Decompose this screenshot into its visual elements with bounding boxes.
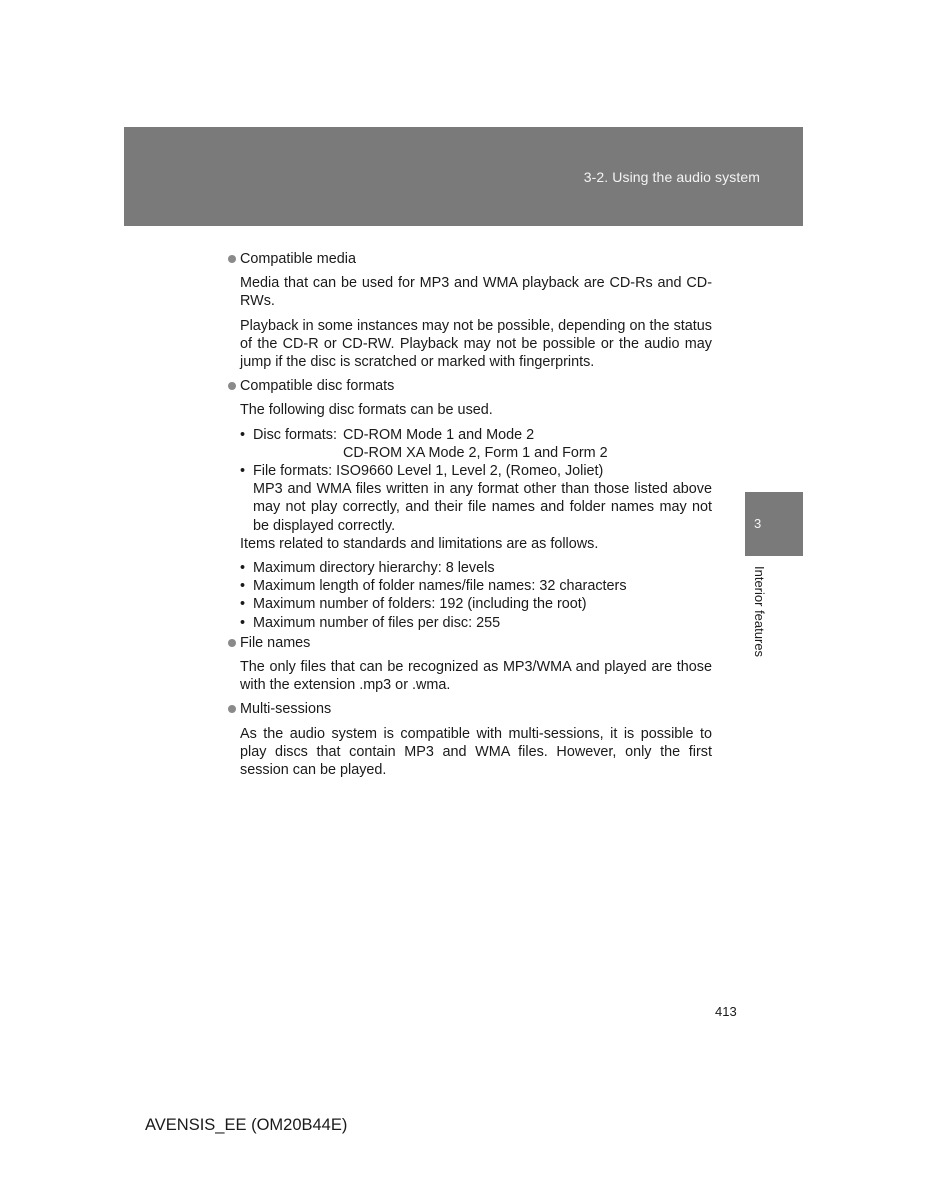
- limits-list: [240, 559, 712, 632]
- chapter-label: Interior features: [752, 566, 767, 658]
- bullet-icon: •: [240, 614, 246, 631]
- bullet-icon: •: [240, 578, 246, 595]
- paragraph: As the audio system is compatible with multi-sessions, it is possible to play discs that contain MP3 and WMA files. However, only the first session can be played.: [240, 725, 712, 779]
- paragraph: Playback in some instances may not be possible, depending on the status of the CD-R or CD-RW. Playback may not be possible or the audio may jump if the disc is scratched or marked with fingerprints.: [240, 317, 712, 371]
- main-content: [228, 250, 712, 785]
- paragraph: Items related to standards and limitations are as follows.: [240, 535, 599, 552]
- format-list: [240, 426, 712, 535]
- bullet-icon: •: [240, 560, 246, 577]
- bullet-icon: •: [240, 426, 246, 443]
- list-item: • Maximum length of folder names/file names: 32 characters: [240, 578, 627, 595]
- circle-bullet-icon: [228, 382, 236, 390]
- file-formats-text: File formats: ISO9660 Level 1, Level 2, (Romeo, Joliet): [253, 463, 604, 480]
- bullet-icon: •: [240, 463, 246, 480]
- list-item: • Maximum number of folders: 192 (including the root): [240, 596, 587, 613]
- page-number: 413: [715, 1004, 737, 1019]
- section-heading-compatible-disc-formats: Compatible disc formats: [228, 377, 712, 395]
- section-header-band: [124, 127, 803, 226]
- section-heading-compatible-media: Compatible media: [228, 250, 712, 268]
- circle-bullet-icon: [228, 639, 236, 647]
- section-heading-file-names: File names: [228, 634, 712, 652]
- list-item-file-formats: [240, 462, 712, 535]
- document-code: AVENSIS_EE (OM20B44E): [145, 1116, 348, 1134]
- paragraph: The only files that can be recognized as MP3/WMA and played are those with the extension .mp3 or .wma.: [240, 659, 712, 694]
- disc-format-value: CD-ROM Mode 1 and Mode 2: [342, 426, 535, 443]
- file-formats-note: MP3 and WMA files written in any format other than those listed above may not play correctly, and their file names and folder names may not be displayed correctly.: [253, 481, 712, 534]
- section-title: 3-2. Using the audio system: [583, 169, 760, 185]
- list-item: • Maximum number of files per disc: 255: [240, 614, 501, 631]
- chapter-tab: [745, 492, 803, 556]
- disc-format-value: CD-ROM XA Mode 2, Form 1 and Form 2: [342, 444, 608, 461]
- circle-bullet-icon: [228, 705, 236, 713]
- list-item-disc-formats: [240, 426, 712, 462]
- chapter-number: 3: [754, 516, 762, 531]
- paragraph: The following disc formats can be used.: [240, 402, 493, 419]
- circle-bullet-icon: [228, 255, 236, 263]
- disc-formats-label: Disc formats:: [253, 426, 337, 443]
- section-heading-multi-sessions: Multi-sessions: [228, 700, 712, 718]
- list-item: • Maximum directory hierarchy: 8 levels: [240, 560, 495, 577]
- bullet-icon: •: [240, 596, 246, 613]
- paragraph: Media that can be used for MP3 and WMA playback are CD-Rs and CD-RWs.: [240, 275, 712, 310]
